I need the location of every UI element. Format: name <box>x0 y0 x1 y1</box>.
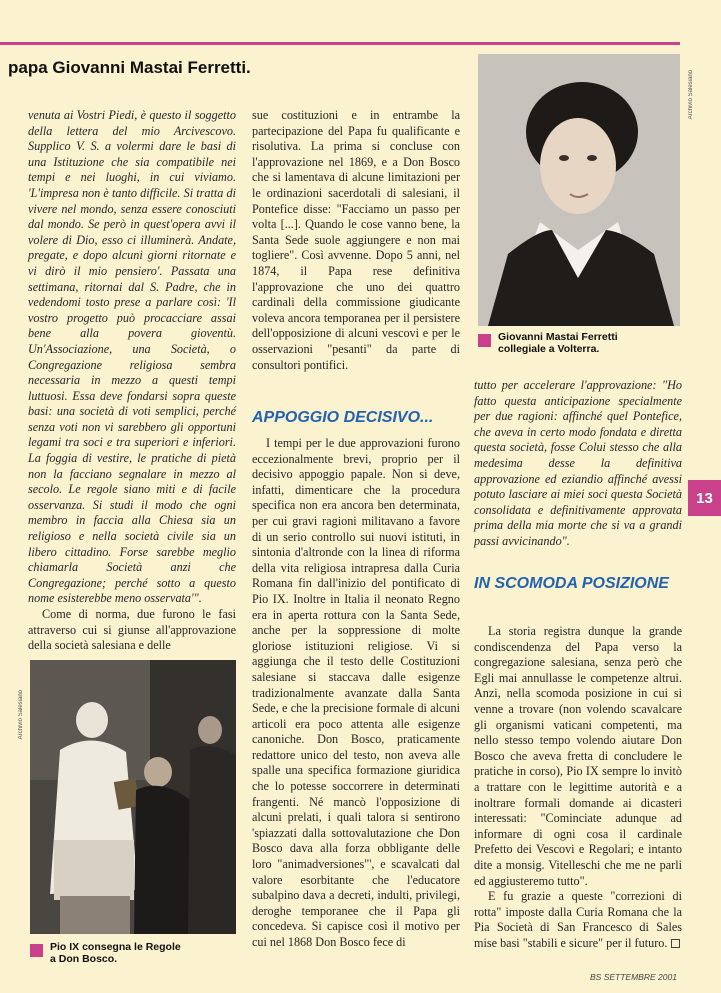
column-2-continued <box>252 436 460 951</box>
portrait-caption <box>498 331 678 355</box>
column-3-paragraph-3 <box>474 889 682 951</box>
column-1-paragraph: Come di norma, due furono le fasi attraverso cui si giunse all'approvazione della società salesiana e delle <box>28 607 236 653</box>
don-bosco-quote: tutto per accelerare l'approvazione: "Ho fatto questa anticipazione specialmente per due ragioni: affinché quel Pontefice, che aveva in certo modo fondata e diretta questa società, fosse Colui stesso che alla medesima desse la definitiva approvazione ed eziandio affinché avessi potuto lasciare ai miei soci questa Società consolidata e definitivamente approvata prima della mia morte che si va a grandi passi avvicinando". <box>474 378 682 548</box>
column-3-paragraph-2: La storia registra dunque la grande condiscendenza del Papa verso la congregazione salesiana, senza però che Egli mai annullasse le competenze altrui. Anzi, nella scomoda posizione in cui si venne a trovare (non volendo scavalcare gli organismi vaticani competenti, ma nello stesso tempo volendo aiutare Don Bosco che aveva fretta di concludere le pratiche in corso), Pio IX sempre lo invitò a trattare con le legittime autorità e a inoltrare formali domande ai dicasteri interessati: "Cominciate adunque ad informare di ogni cosa il cardinale Prefetto dei Vescovi e Regolari; e intanto dite a monsig. Vitelleschi che me ne parli ed aggiusteremo tutto". <box>474 624 682 888</box>
caption-marker <box>478 334 491 347</box>
column-2-paragraph-2: I tempi per le due approvazioni furono eccezionalmente brevi, proprio per il decisivo appoggio papale. Non si deve, infatti, dimenticare che la procedura specifica non era ancora ben determinata, per cui gravi ragioni militavano a favore di un serio controllo sui nuovi istituti, in sintonia d'altronde con la linea di riforma della vita religiosa intrapresa dalla Curia Romana fin dall'inizio del pontificato di Pio IX. Inoltre in Italia il neonato Regno era in aperta rottura con la Santa Sede, anche per la soppressione di molte gloriose istituzioni religiose. Vi si aggiunga che il testo delle Costituzioni salesiane si staccava dalle esigenze tradizionalmente avanzate dalla Santa Sede, e che la precisione formale di alcuni articoli era poco attenta alle esigenze canoniche. Don Bosco, praticamente redattore unico del testo, non aveva alle spalle una specifica formazione giuridica che lo potesse soccorrere in determinati frangenti. Né mancò l'opposizione di alcuni prelati, i quali talora si sentirono 'spiazzati dalla sottovalutazione che Don Bosco dava alla forza obbligante delle loro "animadversiones"', e scavalcati dal valore esorbitante che l'educatore subalpino dava a decreti, indulti, privilegi, deroghe temporanee che il Papa gli concedeva. Si capisce così il motivo per cui nel 1868 Don Bosco fece di <box>252 436 460 949</box>
ceremony-credit: Archivio Salesiano <box>18 690 24 740</box>
portrait-caption-line-1: Giovanni Mastai Ferretti <box>498 331 618 343</box>
column-2 <box>252 108 460 373</box>
column-1 <box>28 108 236 654</box>
column-3 <box>474 378 682 550</box>
headline: papa Giovanni Mastai Ferretti. <box>8 58 251 77</box>
section-heading-scomoda: IN SCOMODA POSIZIONE <box>474 575 669 592</box>
portrait-credit: Archivio Salesiano <box>688 70 694 120</box>
column-3-continued <box>474 624 682 951</box>
caption-marker <box>30 944 43 957</box>
page-number-tab: 13 <box>688 480 721 516</box>
top-rule <box>0 42 680 45</box>
closing-text: E fu grazie a queste "correzioni di rotta" imposte dalla Curia Romana che la Pia Società di San Francesco di Sales mise basi "stabili e sicure" per il futuro. <box>474 889 682 950</box>
ceremony-caption <box>50 941 230 965</box>
pope-quote: venuta ai Vostri Piedi, è questo il soggetto della lettera del mio Arcivescovo. Supplico V. S. a volermi dare le basi di una Istituzione che sia compatibile nei tempi e nei luoghi, in cui viviamo. 'L'impresa non è tanto difficile. Si tratta di vivere nel mondo, senza essere conosciuti dal mondo. Se però in quest'opera avvi il volere di Dio, esso ci illuminerà. Andate, pregate, e dopo alcuni giorni ritornate e vi dirò il mio pensiero'. Passata una settimana, ritornai dal S. Padre, che in vedendomi tosto prese a parlare così: 'Il vostro progetto può procacciare assai bene alla povera gioventù. Un'Associazione, una Società, o Congregazione religiosa sembra necessaria in mezzo a questi tempi luttuosi. Essa deve fondarsi sopra queste basi: una società di voti semplici, perché senza voti non vi sarebbero gli opportuni legami tra soci e tra superiori e inferiori. La foggia di vestire, le pratiche di pietà non la facciano segnalare in mezzo al secolo. Le regole siano miti e di facile osservanza. Si studi il modo che ogni membro in faccia alla Chiesa sia un religioso e nella società civile sia un libero cittadino. Forse sarebbe meglio chiamarla Società anzi che Congregazione; perché sotto a questo nome esisterebbe meno osservata'". <box>28 108 236 606</box>
ceremony-caption-line-1: Pio IX consegna le Regole <box>50 941 181 953</box>
ceremony-caption-line-2: a Don Bosco. <box>50 953 118 965</box>
column-2-paragraph: sue costituzioni e in entrambe la partecipazione del Papa fu qualificante e risolutiva. La prima si concluse con l'approvazione nel 1869, e a Don Bosco che si lamentava di alcune limitazioni per le ordinazioni sacerdotali di salesiani, il Pontefice disse: "Facciamo un passo per volta [...]. Quando le cose vanno bene, la Santa Sede suole aggiungere e non mai togliere". Così avvenne. Dopo 5 anni, nel 1874, il Papa rese definitiva l'approvazione che uno dei quattro cardinali della commissione giudicante voleva ancora temporanea per il persistere dell'opposizione di alcuni vescovi e per le osservazioni "pesanti" da parte di consultori pontifici. <box>252 108 460 372</box>
section-heading-appoggio: APPOGGIO DECISIVO... <box>252 409 434 426</box>
end-of-article-mark <box>671 939 680 948</box>
footer-issue: BS SETTEMBRE 2001 <box>590 972 677 982</box>
portrait-photo <box>478 54 680 326</box>
ceremony-photo <box>30 660 236 934</box>
portrait-caption-line-2: collegiale a Volterra. <box>498 343 600 355</box>
